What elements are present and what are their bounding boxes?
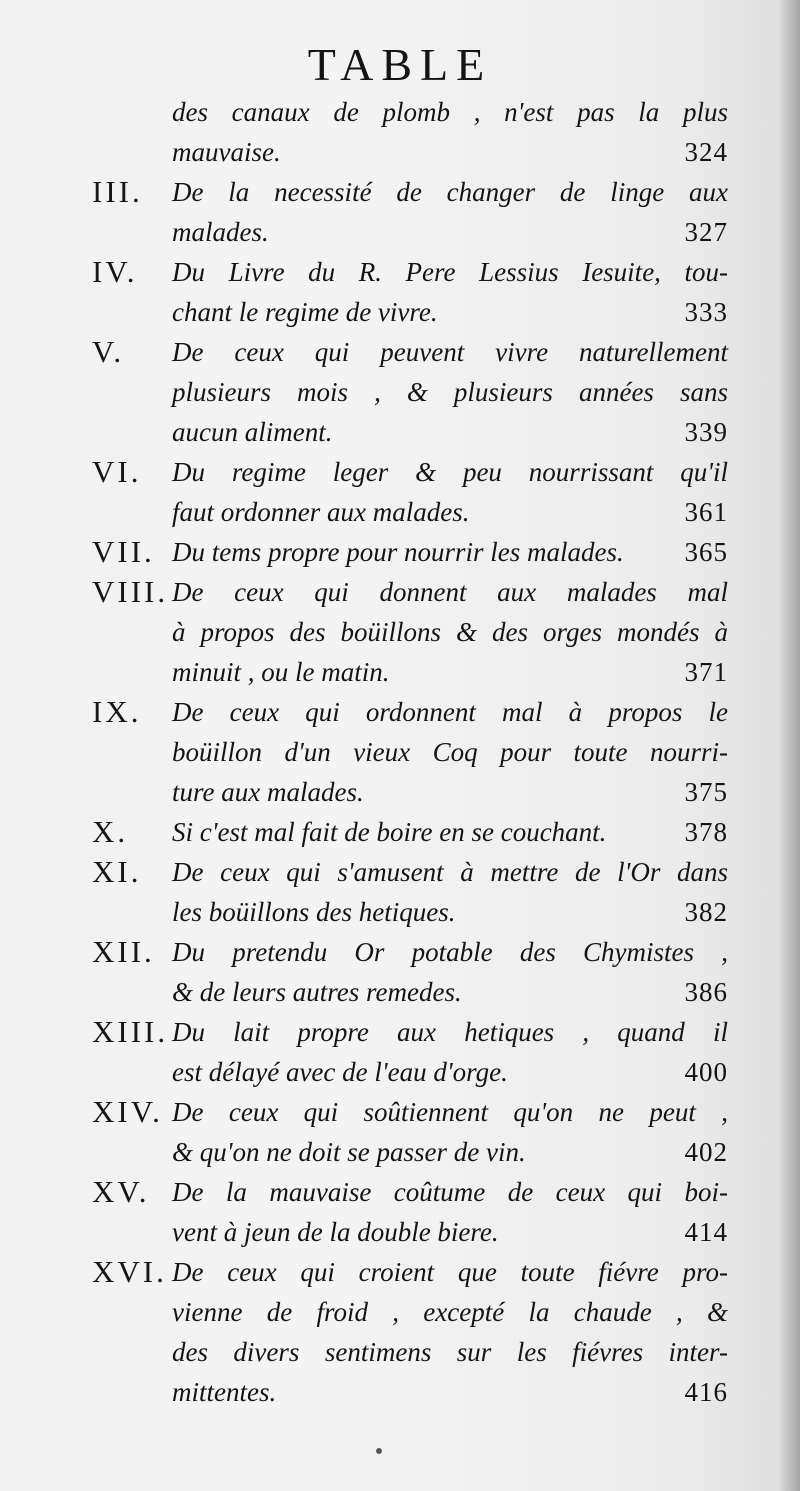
toc-entry xyxy=(92,1172,728,1252)
chapter-number: XII. xyxy=(92,934,155,969)
page-edge-shadow xyxy=(778,0,800,1491)
title-line-text: mittentes. xyxy=(172,1377,277,1407)
chapter-title xyxy=(172,932,728,1012)
title-line: vienne de froid , excepté la chaude , & xyxy=(172,1297,728,1327)
page-number: 402 xyxy=(684,1137,728,1167)
title-line: De ceux qui donnent aux malades mal xyxy=(172,577,728,607)
chapter-number: IV. xyxy=(92,254,138,289)
chapter-title xyxy=(172,572,728,692)
page-number: 375 xyxy=(684,777,728,807)
chapter-title xyxy=(172,532,728,572)
page-number: 333 xyxy=(684,297,728,327)
toc-entry xyxy=(92,1252,728,1412)
toc-entry xyxy=(92,692,728,812)
title-line-text: ture aux malades. xyxy=(172,777,364,807)
title-line: De ceux qui s'amusent à mettre de l'Or dans xyxy=(172,857,728,887)
title-line: De ceux qui ordonnent mal à propos le xyxy=(172,697,728,727)
title-line-text: mauvaise. xyxy=(172,137,281,167)
title-line xyxy=(172,212,728,252)
title-line xyxy=(172,1212,728,1252)
table-of-contents xyxy=(92,92,728,1412)
title-line-text: & qu'on ne doit se passer de vin. xyxy=(172,1137,526,1167)
title-line-text: minuit , ou le matin. xyxy=(172,657,390,687)
toc-entry xyxy=(92,452,728,532)
page-number: 339 xyxy=(684,417,728,447)
title-line-text: vent à jeun de la double biere. xyxy=(172,1217,499,1247)
title-line xyxy=(172,1132,728,1172)
page-number: 414 xyxy=(684,1217,728,1247)
page-number: 378 xyxy=(684,817,728,847)
title-line-text: aucun aliment. xyxy=(172,417,333,447)
chapter-number: X. xyxy=(92,814,129,849)
chapter-number: XVI. xyxy=(92,1254,167,1289)
chapter-number: III. xyxy=(92,174,143,209)
chapter-title xyxy=(172,92,728,172)
title-line: De ceux qui croient que toute fiévre pro- xyxy=(172,1257,728,1287)
title-line: plusieurs mois , & plusieurs années sans xyxy=(172,377,728,407)
title-line-text: Si c'est mal fait de boire en se couchant. xyxy=(172,817,607,847)
chapter-title xyxy=(172,332,728,452)
chapter-number: VII. xyxy=(92,534,155,569)
title-line xyxy=(172,812,728,852)
chapter-title xyxy=(172,812,728,852)
chapter-title xyxy=(172,172,728,252)
toc-entry xyxy=(92,1092,728,1172)
chapter-number: XIV. xyxy=(92,1094,163,1129)
title-line: De ceux qui peuvent vivre naturellement xyxy=(172,337,728,367)
page-title: TABLE xyxy=(307,39,493,90)
title-line xyxy=(172,652,728,692)
title-line xyxy=(172,412,728,452)
page-number: 371 xyxy=(684,657,728,687)
chapter-number: V. xyxy=(92,334,125,369)
title-line xyxy=(172,532,728,572)
chapter-number: XV. xyxy=(92,1174,150,1209)
toc-entry xyxy=(92,812,728,852)
chapter-title xyxy=(172,692,728,812)
page-number: 324 xyxy=(684,137,728,167)
title-line: De ceux qui soûtiennent qu'on ne peut , xyxy=(172,1097,728,1127)
title-line-text: malades. xyxy=(172,217,269,247)
title-line: De la mauvaise coûtume de ceux qui boi- xyxy=(172,1177,728,1207)
chapter-title xyxy=(172,252,728,332)
title-line xyxy=(172,492,728,532)
toc-entry xyxy=(92,532,728,572)
title-line-text: & de leurs autres remedes. xyxy=(172,977,462,1007)
toc-entry xyxy=(92,172,728,252)
title-line: Du regime leger & peu nourrissant qu'il xyxy=(172,457,728,487)
title-line xyxy=(172,292,728,332)
title-line-text: les boüillons des hetiques. xyxy=(172,897,456,927)
page-number: 361 xyxy=(684,497,728,527)
title-line xyxy=(172,892,728,932)
chapter-title xyxy=(172,1172,728,1252)
chapter-title xyxy=(172,1092,728,1172)
printer-ornament xyxy=(376,1448,382,1454)
title-line: Du lait propre aux hetiques , quand il xyxy=(172,1017,728,1047)
page-number: 382 xyxy=(684,897,728,927)
title-line: des divers sentimens sur les fiévres inter- xyxy=(172,1337,728,1367)
chapter-number: VIII. xyxy=(92,574,169,609)
toc-entry xyxy=(92,92,728,172)
page-number: 365 xyxy=(684,537,728,567)
title-line: à propos des boüillons & des orges mondés à xyxy=(172,617,728,647)
toc-entry xyxy=(92,932,728,1012)
title-line-text: est délayé avec de l'eau d'orge. xyxy=(172,1057,508,1087)
page-number: 400 xyxy=(684,1057,728,1087)
chapter-number: XIII. xyxy=(92,1014,169,1049)
toc-entry xyxy=(92,852,728,932)
toc-entry xyxy=(92,332,728,452)
title-line xyxy=(172,1052,728,1092)
chapter-number: IX. xyxy=(92,694,142,729)
title-line: des canaux de plomb , n'est pas la plus xyxy=(172,97,728,127)
chapter-title xyxy=(172,1012,728,1092)
toc-entry xyxy=(92,572,728,692)
page-number: 416 xyxy=(684,1377,728,1407)
chapter-number: XI. xyxy=(92,854,142,889)
title-line xyxy=(172,132,728,172)
chapter-title xyxy=(172,852,728,932)
toc-entry xyxy=(92,1012,728,1092)
toc-entry xyxy=(92,252,728,332)
chapter-number: VI. xyxy=(92,454,142,489)
title-line: Du Livre du R. Pere Lessius Iesuite, tou- xyxy=(172,257,728,287)
title-line: De la necessité de changer de linge aux xyxy=(172,177,728,207)
title-line: boüillon d'un vieux Coq pour toute nourri- xyxy=(172,737,728,767)
title-line xyxy=(172,1372,728,1412)
title-line xyxy=(172,972,728,1012)
title-line-text: Du tems propre pour nourrir les malades. xyxy=(172,537,624,567)
chapter-title xyxy=(172,1252,728,1412)
title-line-text: faut ordonner aux malades. xyxy=(172,497,470,527)
title-line-text: chant le regime de vivre. xyxy=(172,297,438,327)
title-line: Du pretendu Or potable des Chymistes , xyxy=(172,937,728,967)
chapter-title xyxy=(172,452,728,532)
title-line xyxy=(172,772,728,812)
page-number: 327 xyxy=(684,217,728,247)
page-number: 386 xyxy=(684,977,728,1007)
